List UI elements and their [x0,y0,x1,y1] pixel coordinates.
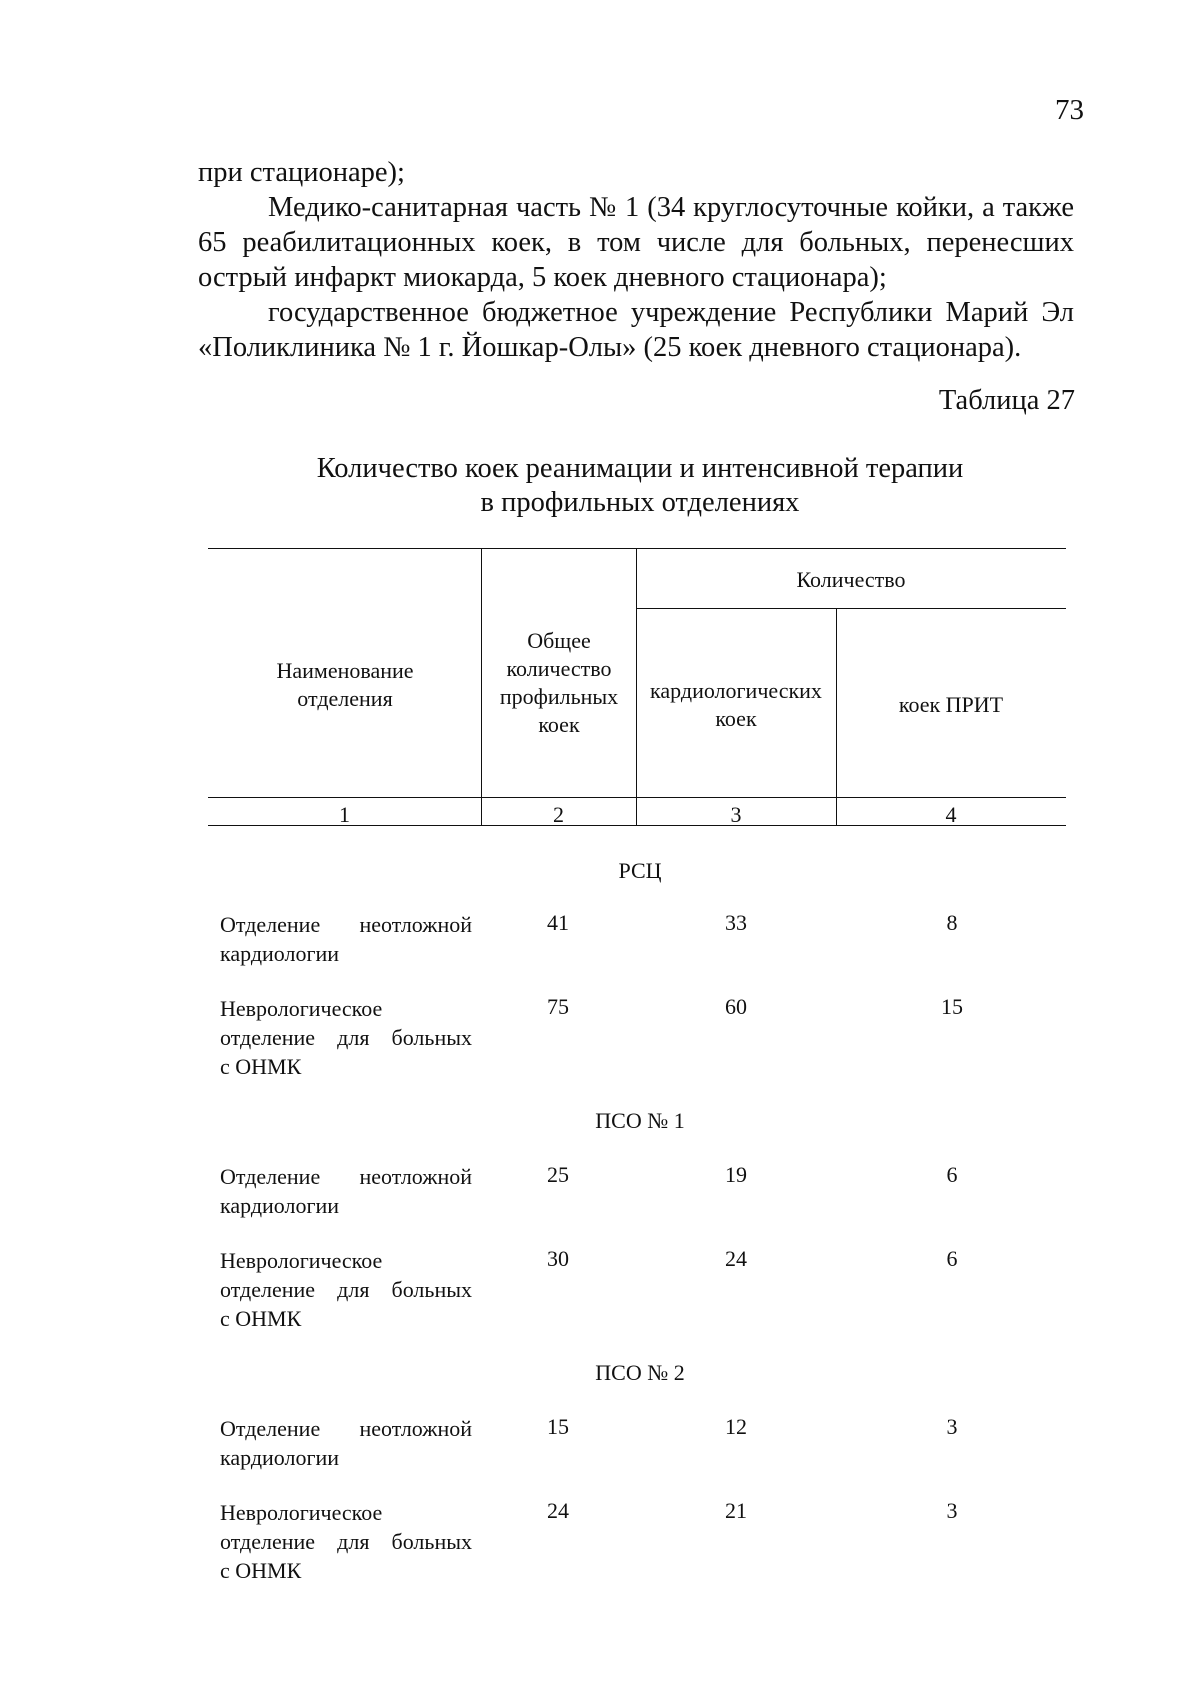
header-total: Общее количество профильных коек [499,628,619,737]
row-prit: 8 [946,910,958,935]
table-title-line: Количество коек реанимации и интенсивной терапии [316,453,964,484]
row-name [220,994,472,1081]
intro-paragraph: Медико-санитарная часть № 1 (34 круглосуточные койки, а также 65 реабилитационных коек, в том числе для больных, перенесших острый инфаркт миокарда, 5 коек дневного стационара); [198,192,1074,293]
column-number: 4 [945,802,957,827]
header-name: Наименование отделения [276,658,414,711]
header-quantity: Количество [796,567,906,592]
header-bottom-border [208,797,1066,798]
header-prit: коек ПРИТ [898,692,1004,717]
row-name [220,1414,472,1472]
row-name [220,1162,472,1220]
row-name-line: Неврологическое [220,1248,383,1273]
row-total: 25 [547,1162,569,1187]
row-name-line: кардиологии [220,941,340,966]
column-divider [481,548,482,826]
table-title [260,452,1020,520]
table-top-border [208,548,1066,549]
row-name-line: с ОНМК [220,1558,302,1583]
row-name-line: отделение для больных [220,1025,472,1050]
row-total: 24 [547,1498,569,1523]
row-name-line: Отделение неотложной [220,912,472,937]
intro-paragraph: государственное бюджетное учреждение Республики Марий Эл «Поликлиника № 1 г. Йошкар-Олы» (25 коек дневного стационара). [198,297,1074,363]
row-name-line: с ОНМК [220,1054,302,1079]
row-name [220,1246,472,1333]
row-name-line: отделение для больных [220,1277,472,1302]
table-caption: Таблица 27 [938,385,1075,416]
group-label: ПСО № 2 [595,1360,685,1385]
row-prit: 6 [946,1246,958,1271]
row-prit: 3 [946,1498,958,1523]
quantity-underline [636,608,1066,609]
column-number: 1 [339,802,350,827]
row-total: 75 [547,994,569,1019]
intro-paragraph: при стационаре); [198,157,405,188]
row-name-line: Отделение неотложной [220,1164,472,1189]
row-total: 15 [547,1414,569,1439]
column-divider [636,548,637,826]
row-prit: 15 [941,994,963,1019]
row-prit: 3 [946,1414,958,1439]
row-prit: 6 [946,1162,958,1187]
page-number: 73 [1055,94,1084,126]
row-name-line: Неврологическое [220,996,383,1021]
column-divider [836,608,837,826]
row-name-line: кардиологии [220,1445,340,1470]
row-cardio: 33 [725,910,747,935]
intro-text [198,155,1074,365]
row-name [220,1498,472,1585]
row-name-line: с ОНМК [220,1306,302,1331]
row-name [220,910,472,968]
row-name-line: Неврологическое [220,1500,383,1525]
row-name-line: отделение для больных [220,1529,472,1554]
table-title-line: в профильных отделениях [480,487,800,518]
row-cardio: 12 [725,1414,747,1439]
row-cardio: 21 [725,1498,747,1523]
group-label: ПСО № 1 [595,1108,685,1133]
row-name-line: кардиологии [220,1193,340,1218]
row-cardio: 19 [725,1162,747,1187]
row-total: 30 [547,1246,569,1271]
row-total: 41 [547,910,569,935]
column-number: 2 [553,802,564,827]
row-name-line: Отделение неотложной [220,1416,472,1441]
group-label: РСЦ [618,858,662,883]
column-number: 3 [730,802,742,827]
row-cardio: 24 [725,1246,747,1271]
row-cardio: 60 [725,994,747,1019]
header-cardio: кардиологических коек [650,678,822,731]
